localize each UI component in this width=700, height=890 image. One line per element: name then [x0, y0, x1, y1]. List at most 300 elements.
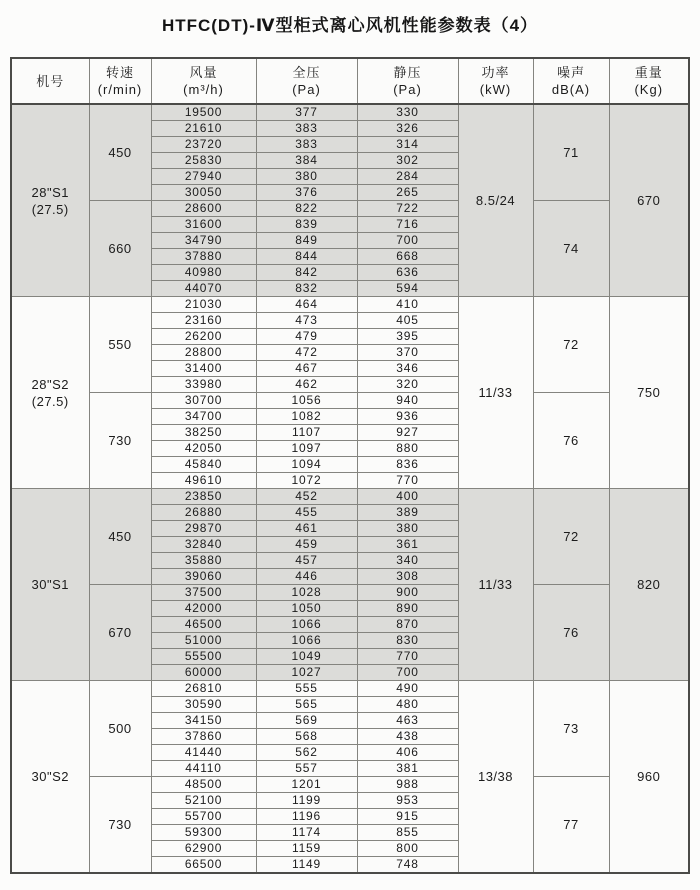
flow-cell	[151, 169, 256, 185]
flow-cell-line: 41440	[184, 745, 223, 759]
static-pressure-cell-line: 410	[396, 297, 419, 311]
static-pressure-cell	[357, 329, 458, 345]
static-pressure-cell	[357, 857, 458, 874]
column-header-line: 全压	[292, 65, 321, 80]
flow-cell	[151, 617, 256, 633]
speed-cell-line: 730	[108, 433, 132, 448]
flow-cell-line: 34150	[184, 713, 223, 727]
noise-cell-line: 74	[563, 241, 579, 256]
power-cell	[458, 489, 533, 681]
flow-cell-line: 40980	[184, 265, 223, 279]
flow-cell-line: 37880	[184, 249, 223, 263]
flow-cell	[151, 393, 256, 409]
static-pressure-cell	[357, 313, 458, 329]
total-pressure-cell-line: 1027	[291, 665, 322, 679]
total-pressure-cell-line: 1056	[291, 393, 322, 407]
flow-cell	[151, 553, 256, 569]
header-row	[11, 58, 689, 104]
total-pressure-cell	[256, 617, 357, 633]
column-header-line: 风量	[189, 65, 218, 80]
total-pressure-cell	[256, 121, 357, 137]
static-pressure-cell	[357, 153, 458, 169]
weight-cell	[609, 489, 689, 681]
noise-cell-line: 72	[563, 529, 579, 544]
flow-cell	[151, 457, 256, 473]
static-pressure-cell-line: 770	[396, 473, 419, 487]
speed-cell	[89, 393, 151, 489]
static-pressure-cell	[357, 297, 458, 313]
flow-cell	[151, 585, 256, 601]
static-pressure-cell	[357, 233, 458, 249]
static-pressure-cell	[357, 473, 458, 489]
noise-cell-line: 77	[563, 817, 579, 832]
static-pressure-cell-line: 870	[396, 617, 419, 631]
static-pressure-cell-line: 716	[396, 217, 419, 231]
speed-cell-line: 450	[108, 529, 132, 544]
total-pressure-cell-line: 464	[295, 297, 318, 311]
flow-cell	[151, 409, 256, 425]
static-pressure-cell	[357, 489, 458, 505]
column-header-line: 机号	[36, 73, 65, 89]
static-pressure-cell-line: 700	[396, 233, 419, 247]
static-pressure-cell-line: 370	[396, 345, 419, 359]
total-pressure-cell	[256, 137, 357, 153]
static-pressure-cell-line: 940	[396, 393, 419, 407]
total-pressure-cell	[256, 537, 357, 553]
weight-cell-line: 750	[637, 385, 661, 400]
flow-cell-line: 60000	[184, 665, 223, 679]
column-header-line: (kW)	[479, 82, 512, 97]
model-cell-line: (27.5)	[31, 393, 69, 409]
column-header-noise	[533, 58, 609, 104]
speed-cell-line: 550	[108, 337, 132, 352]
static-pressure-cell-line: 389	[396, 505, 419, 519]
flow-cell-line: 35880	[184, 553, 223, 567]
total-pressure-cell-line: 555	[295, 681, 318, 695]
static-pressure-cell	[357, 601, 458, 617]
total-pressure-cell	[256, 665, 357, 681]
total-pressure-cell	[256, 377, 357, 393]
total-pressure-cell-line: 832	[295, 281, 318, 295]
total-pressure-cell-line: 839	[295, 217, 318, 231]
flow-cell-line: 31600	[184, 217, 223, 231]
total-pressure-cell-line: 377	[295, 105, 318, 119]
weight-cell-line: 820	[637, 577, 661, 592]
static-pressure-cell-line: 265	[396, 185, 419, 199]
model-cell-line: 30"S2	[31, 769, 69, 784]
total-pressure-cell	[256, 345, 357, 361]
static-pressure-cell-line: 340	[396, 553, 419, 567]
column-header-line: 噪声	[556, 65, 585, 80]
total-pressure-cell-line: 455	[295, 505, 318, 519]
static-pressure-cell	[357, 569, 458, 585]
flow-cell	[151, 489, 256, 505]
static-pressure-cell	[357, 441, 458, 457]
column-header-speed	[89, 58, 151, 104]
static-pressure-cell-line: 836	[396, 457, 419, 471]
flow-cell-line: 49610	[184, 473, 223, 487]
total-pressure-cell-line: 562	[295, 745, 318, 759]
static-pressure-cell	[357, 409, 458, 425]
static-pressure-cell-line: 284	[396, 169, 419, 183]
table-body	[11, 104, 689, 873]
weight-cell-line: 960	[637, 769, 661, 784]
static-pressure-cell-line: 361	[396, 537, 419, 551]
total-pressure-cell-line: 1199	[291, 793, 321, 807]
flow-cell	[151, 249, 256, 265]
static-pressure-cell-line: 480	[396, 697, 419, 711]
flow-cell	[151, 265, 256, 281]
static-pressure-cell-line: 748	[396, 857, 419, 871]
column-header-line: dB(A)	[551, 82, 591, 97]
flow-cell-line: 23720	[184, 137, 223, 151]
total-pressure-cell-line: 1201	[291, 777, 322, 791]
flow-cell	[151, 649, 256, 665]
static-pressure-cell	[357, 713, 458, 729]
table-row	[11, 201, 689, 217]
total-pressure-cell-line: 1094	[291, 457, 322, 471]
total-pressure-cell	[256, 217, 357, 233]
flow-cell	[151, 745, 256, 761]
total-pressure-cell-line: 376	[295, 185, 318, 199]
flow-cell-line: 30700	[184, 393, 223, 407]
static-pressure-cell-line: 988	[396, 777, 419, 791]
table-row	[11, 393, 689, 409]
static-pressure-cell-line: 400	[396, 489, 419, 503]
flow-cell-line: 37500	[184, 585, 223, 599]
static-pressure-cell-line: 320	[396, 377, 419, 391]
static-pressure-cell	[357, 265, 458, 281]
power-cell-line: 13/38	[477, 769, 514, 784]
total-pressure-cell-line: 844	[295, 249, 318, 263]
total-pressure-cell	[256, 329, 357, 345]
static-pressure-cell	[357, 361, 458, 377]
static-pressure-cell-line: 395	[396, 329, 419, 343]
static-pressure-cell	[357, 681, 458, 697]
flow-cell-line: 30590	[184, 697, 223, 711]
static-pressure-cell	[357, 617, 458, 633]
power-cell	[458, 104, 533, 297]
static-pressure-cell	[357, 745, 458, 761]
weight-cell	[609, 681, 689, 874]
noise-cell-line: 73	[563, 721, 579, 736]
total-pressure-cell	[256, 681, 357, 697]
model-cell-line: (27.5)	[31, 201, 69, 217]
noise-cell	[533, 681, 609, 777]
flow-cell	[151, 777, 256, 793]
power-cell-line: 11/33	[478, 577, 513, 592]
static-pressure-cell	[357, 809, 458, 825]
static-pressure-cell	[357, 793, 458, 809]
total-pressure-cell-line: 568	[295, 729, 318, 743]
total-pressure-cell-line: 461	[295, 521, 318, 535]
column-header-line: (Kg)	[634, 82, 664, 97]
total-pressure-cell-line: 452	[295, 489, 318, 503]
flow-cell	[151, 633, 256, 649]
total-pressure-cell	[256, 713, 357, 729]
table-row	[11, 489, 689, 505]
static-pressure-cell-line: 346	[396, 361, 419, 375]
power-cell-line: 8.5/24	[475, 193, 516, 208]
flow-cell-line: 52100	[184, 793, 223, 807]
flow-cell	[151, 537, 256, 553]
static-pressure-cell-line: 438	[396, 729, 419, 743]
flow-cell	[151, 329, 256, 345]
total-pressure-cell	[256, 393, 357, 409]
total-pressure-cell	[256, 185, 357, 201]
flow-cell	[151, 361, 256, 377]
flow-cell	[151, 729, 256, 745]
noise-cell	[533, 201, 609, 297]
static-pressure-cell	[357, 185, 458, 201]
flow-cell-line: 46500	[184, 617, 223, 631]
total-pressure-cell	[256, 633, 357, 649]
noise-cell-line: 76	[563, 625, 579, 640]
flow-cell	[151, 313, 256, 329]
static-pressure-cell	[357, 104, 458, 121]
flow-cell-line: 59300	[184, 825, 223, 839]
static-pressure-cell	[357, 217, 458, 233]
total-pressure-cell-line: 1159	[291, 841, 321, 855]
static-pressure-cell-line: 330	[396, 105, 419, 119]
model-cell-line: 28"S2	[31, 376, 69, 392]
flow-cell-line: 48500	[184, 777, 223, 791]
static-pressure-cell-line: 326	[396, 121, 419, 135]
flow-cell	[151, 217, 256, 233]
static-pressure-cell-line: 953	[396, 793, 419, 807]
flow-cell	[151, 425, 256, 441]
static-pressure-cell	[357, 249, 458, 265]
total-pressure-cell	[256, 761, 357, 777]
static-pressure-cell	[357, 169, 458, 185]
total-pressure-cell-line: 1107	[291, 425, 321, 439]
static-pressure-cell-line: 668	[396, 249, 419, 263]
total-pressure-cell	[256, 729, 357, 745]
total-pressure-cell	[256, 361, 357, 377]
static-pressure-cell	[357, 825, 458, 841]
flow-cell-line: 37860	[184, 729, 223, 743]
flow-cell	[151, 297, 256, 313]
flow-cell-line: 32840	[184, 537, 223, 551]
static-pressure-cell-line: 381	[396, 761, 419, 775]
flow-cell-line: 31400	[184, 361, 223, 375]
column-header-static-pressure	[357, 58, 458, 104]
flow-cell-line: 55700	[184, 809, 223, 823]
flow-cell	[151, 521, 256, 537]
total-pressure-cell	[256, 649, 357, 665]
static-pressure-cell	[357, 521, 458, 537]
table-row	[11, 681, 689, 697]
total-pressure-cell-line: 383	[295, 121, 318, 135]
static-pressure-cell	[357, 761, 458, 777]
total-pressure-cell-line: 467	[295, 361, 318, 375]
total-pressure-cell-line: 446	[295, 569, 318, 583]
flow-cell	[151, 841, 256, 857]
total-pressure-cell-line: 1066	[291, 617, 322, 631]
flow-cell-line: 42000	[184, 601, 223, 615]
static-pressure-cell-line: 855	[396, 825, 419, 839]
noise-cell-line: 72	[563, 337, 579, 352]
flow-cell	[151, 104, 256, 121]
total-pressure-cell-line: 1072	[291, 473, 322, 487]
total-pressure-cell-line: 380	[295, 169, 318, 183]
speed-cell	[89, 297, 151, 393]
total-pressure-cell-line: 1174	[291, 825, 321, 839]
total-pressure-cell-line: 1082	[291, 409, 322, 423]
total-pressure-cell-line: 569	[295, 713, 318, 727]
weight-cell	[609, 104, 689, 297]
static-pressure-cell-line: 936	[396, 409, 419, 423]
total-pressure-cell-line: 1049	[291, 649, 322, 663]
table-row	[11, 297, 689, 313]
total-pressure-cell	[256, 585, 357, 601]
static-pressure-cell-line: 830	[396, 633, 419, 647]
total-pressure-cell	[256, 233, 357, 249]
flow-cell-line: 26810	[184, 681, 223, 695]
flow-cell-line: 26880	[184, 505, 223, 519]
total-pressure-cell-line: 1028	[291, 585, 322, 599]
model-cell-line: 28"S1	[31, 184, 69, 200]
flow-cell	[151, 713, 256, 729]
flow-cell	[151, 345, 256, 361]
total-pressure-cell	[256, 777, 357, 793]
static-pressure-cell-line: 700	[396, 665, 419, 679]
flow-cell	[151, 697, 256, 713]
flow-cell-line: 29870	[184, 521, 223, 535]
speed-cell-line: 450	[108, 145, 132, 160]
flow-cell-line: 66500	[184, 857, 223, 871]
speed-cell	[89, 489, 151, 585]
noise-cell-line: 71	[563, 145, 579, 160]
static-pressure-cell	[357, 425, 458, 441]
flow-cell	[151, 121, 256, 137]
noise-cell	[533, 297, 609, 393]
total-pressure-cell-line: 1149	[291, 857, 321, 871]
static-pressure-cell-line: 722	[396, 201, 419, 215]
flow-cell-line: 28800	[184, 345, 223, 359]
total-pressure-cell-line: 565	[295, 697, 318, 711]
static-pressure-cell-line: 800	[396, 841, 419, 855]
power-cell-line: 11/33	[478, 385, 513, 400]
total-pressure-cell	[256, 201, 357, 217]
flow-cell-line: 19500	[184, 105, 223, 119]
static-pressure-cell-line: 380	[396, 521, 419, 535]
table-row	[11, 585, 689, 601]
table-header	[11, 58, 689, 104]
model-cell	[11, 681, 89, 874]
flow-cell	[151, 793, 256, 809]
model-cell	[11, 489, 89, 681]
total-pressure-cell-line: 457	[295, 553, 318, 567]
static-pressure-cell-line: 314	[396, 137, 419, 151]
static-pressure-cell-line: 463	[396, 713, 419, 727]
total-pressure-cell	[256, 104, 357, 121]
static-pressure-cell	[357, 697, 458, 713]
static-pressure-cell	[357, 345, 458, 361]
flow-cell	[151, 857, 256, 874]
noise-cell-line: 76	[563, 433, 579, 448]
table-row	[11, 777, 689, 793]
static-pressure-cell-line: 900	[396, 585, 419, 599]
speed-cell	[89, 681, 151, 777]
column-header-flow	[151, 58, 256, 104]
static-pressure-cell	[357, 841, 458, 857]
speed-cell	[89, 104, 151, 201]
flow-cell-line: 42050	[184, 441, 223, 455]
total-pressure-cell-line: 1196	[291, 809, 321, 823]
total-pressure-cell	[256, 569, 357, 585]
flow-cell	[151, 825, 256, 841]
total-pressure-cell	[256, 825, 357, 841]
static-pressure-cell	[357, 393, 458, 409]
total-pressure-cell	[256, 249, 357, 265]
static-pressure-cell-line: 308	[396, 569, 419, 583]
total-pressure-cell	[256, 153, 357, 169]
total-pressure-cell-line: 557	[295, 761, 318, 775]
column-header-line: (Pa)	[292, 82, 321, 97]
total-pressure-cell	[256, 857, 357, 874]
static-pressure-cell	[357, 137, 458, 153]
total-pressure-cell	[256, 489, 357, 505]
total-pressure-cell	[256, 601, 357, 617]
total-pressure-cell	[256, 281, 357, 297]
flow-cell	[151, 281, 256, 297]
static-pressure-cell-line: 890	[396, 601, 419, 615]
flow-cell	[151, 681, 256, 697]
total-pressure-cell	[256, 457, 357, 473]
flow-cell-line: 55500	[184, 649, 223, 663]
static-pressure-cell	[357, 377, 458, 393]
flow-cell-line: 25830	[184, 153, 223, 167]
flow-cell	[151, 233, 256, 249]
total-pressure-cell	[256, 409, 357, 425]
total-pressure-cell-line: 1050	[291, 601, 322, 615]
speed-cell-line: 730	[108, 817, 132, 832]
column-header-weight	[609, 58, 689, 104]
flow-cell	[151, 153, 256, 169]
static-pressure-cell-line: 302	[396, 153, 419, 167]
flow-cell-line: 30050	[184, 185, 223, 199]
total-pressure-cell	[256, 809, 357, 825]
model-cell	[11, 104, 89, 297]
model-cell-line: 30"S1	[31, 577, 69, 592]
total-pressure-cell-line: 849	[295, 233, 318, 247]
flow-cell	[151, 185, 256, 201]
static-pressure-cell	[357, 281, 458, 297]
static-pressure-cell-line: 915	[396, 809, 419, 823]
total-pressure-cell-line: 1066	[291, 633, 322, 647]
static-pressure-cell	[357, 537, 458, 553]
total-pressure-cell	[256, 553, 357, 569]
speed-cell	[89, 777, 151, 874]
noise-cell	[533, 585, 609, 681]
total-pressure-cell	[256, 841, 357, 857]
column-header-model	[11, 58, 89, 104]
flow-cell-line: 34790	[184, 233, 223, 247]
static-pressure-cell	[357, 553, 458, 569]
flow-cell	[151, 809, 256, 825]
flow-cell	[151, 761, 256, 777]
weight-cell-line: 670	[637, 193, 661, 208]
flow-cell-line: 23850	[184, 489, 223, 503]
flow-cell-line: 33980	[184, 377, 223, 391]
flow-cell-line: 28600	[184, 201, 223, 215]
flow-cell-line: 62900	[184, 841, 223, 855]
weight-cell	[609, 297, 689, 489]
page-title: HTFC(DT)-Ⅳ型柜式离心风机性能参数表（4）	[161, 16, 539, 35]
flow-cell-line: 44110	[185, 761, 222, 775]
flow-cell-line: 44070	[184, 281, 223, 295]
